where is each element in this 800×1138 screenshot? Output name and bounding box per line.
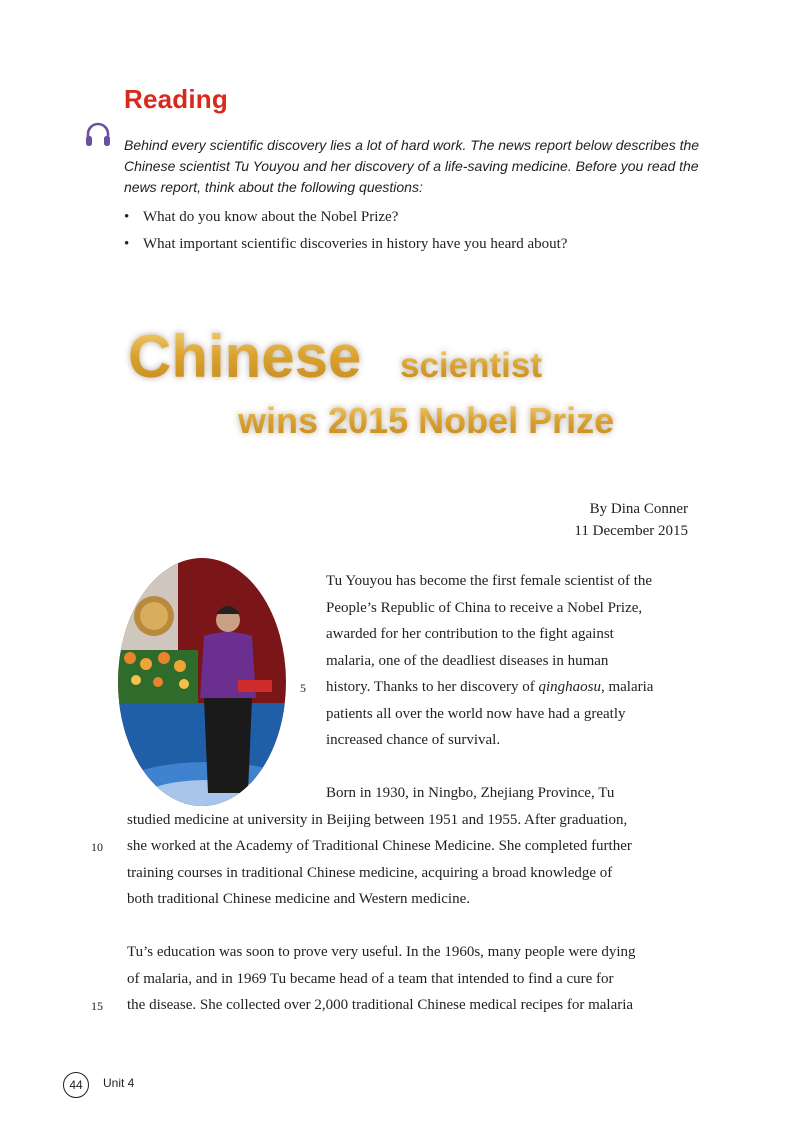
line-number: 10 bbox=[91, 840, 103, 854]
intro-line: Chinese scientist Tu Youyou and her discovery of a life-saving medicine. Before you read the bbox=[124, 158, 699, 174]
headline-word-chinese: Chinese bbox=[128, 323, 362, 390]
article-line: Tu Youyou has become the first female scientist of the bbox=[326, 573, 653, 589]
question-text: What do you know about the Nobel Prize? bbox=[143, 209, 399, 225]
article-line-text: , malaria bbox=[600, 679, 654, 695]
intro-text bbox=[124, 135, 704, 198]
tu-youyou-photo bbox=[118, 558, 286, 806]
article-line: Born in 1930, in Ningbo, Zhejiang Province, Tu bbox=[326, 785, 615, 801]
article-line: training courses in traditional Chinese medicine, acquiring a broad knowledge of bbox=[127, 864, 613, 881]
article-line bbox=[326, 674, 653, 701]
section-title: Reading bbox=[124, 84, 228, 114]
article-line: both traditional Chinese medicine and Western medicine. bbox=[127, 891, 471, 907]
byline-date: 11 December 2015 bbox=[574, 523, 688, 539]
article-line: she worked at the Academy of Traditional Chinese Medicine. She completed further bbox=[127, 838, 632, 854]
qinghaosu-term: qinghaosu bbox=[538, 679, 601, 695]
question-list bbox=[124, 204, 724, 258]
question-item bbox=[124, 231, 724, 258]
article-line: patients all over the world now have had a greatly bbox=[326, 705, 626, 722]
byline bbox=[574, 498, 688, 542]
intro-line: news report, think about the following questions: bbox=[124, 179, 423, 195]
article-line: awarded for her contribution to the fight against bbox=[326, 626, 614, 642]
article-line-text: history. Thanks to her discovery of bbox=[326, 679, 539, 695]
unit-label: Unit 4 bbox=[103, 1076, 135, 1090]
article-line: increased chance of survival. bbox=[326, 732, 501, 748]
question-item bbox=[124, 204, 724, 231]
headphone-icon bbox=[84, 121, 112, 149]
article-headline bbox=[0, 300, 800, 460]
article-paragraph-2-first bbox=[326, 780, 614, 807]
line-number: 5 bbox=[300, 681, 306, 695]
byline-author: By Dina Conner bbox=[589, 501, 688, 517]
article-paragraph-1 bbox=[326, 568, 653, 754]
article-line: malaria, one of the deadliest diseases in human bbox=[326, 652, 609, 669]
intro-line: Behind every scientific discovery lies a lot of hard work. The news report below describes the bbox=[124, 137, 700, 153]
article-line: of malaria, and in 1969 Tu became head of a team that intended to find a cure for bbox=[127, 970, 614, 987]
page-number: 44 bbox=[63, 1072, 89, 1098]
article-paragraph-3 bbox=[127, 939, 636, 1019]
article-line: studied medicine at university in Beijing between 1951 and 1955. After graduation, bbox=[127, 811, 628, 828]
article-line: Tu’s education was soon to prove very useful. In the 1960s, many people were dying bbox=[127, 944, 636, 960]
bullet-icon: • bbox=[124, 209, 130, 225]
question-text: What important scientific discoveries in history have you heard about? bbox=[143, 236, 568, 252]
headline-word-scientist: scientist bbox=[400, 346, 542, 385]
article-paragraph-2 bbox=[127, 807, 632, 913]
headline-line2: wins 2015 Nobel Prize bbox=[238, 400, 615, 441]
bullet-icon: • bbox=[124, 236, 130, 252]
article-line: People’s Republic of China to receive a Nobel Prize, bbox=[326, 599, 643, 616]
article-line: the disease. She collected over 2,000 traditional Chinese medical recipes for malaria bbox=[127, 997, 634, 1013]
line-number: 15 bbox=[91, 999, 103, 1013]
